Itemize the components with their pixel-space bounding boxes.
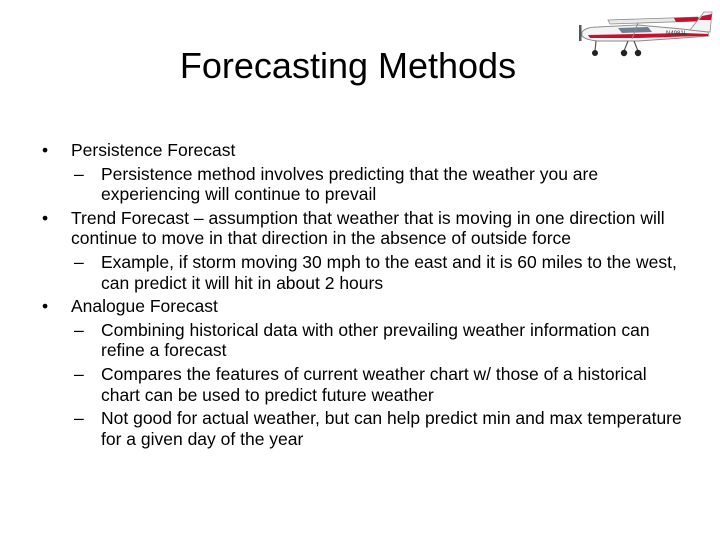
bullet-marker: • [42,140,49,160]
bullet-text: Analogue Forecast [71,296,218,317]
dash-marker: – [74,251,84,272]
slide-title: Forecasting Methods [179,45,517,86]
airplane-icon [578,8,716,60]
sub-bullet-item [0,320,686,361]
bullet-item-analogue [0,296,671,317]
sub-bullet-text: Example, if storm moving 30 mph to the east and it is 60 miles to the west, can predict it will hit in about 2 hours [101,251,677,293]
sub-bullet-item [0,364,686,405]
sub-bullet-item [0,408,686,449]
bullet-item-persistence [0,140,671,161]
sub-bullet-text: Not good for actual weather, but can help predict min and max temperature for a given day of the year [101,408,682,449]
sub-bullet-item [0,164,686,205]
bullet-list [0,140,720,452]
registration-text: N4981L [666,31,688,37]
dash-marker: – [74,319,84,340]
bullet-marker: • [42,207,49,228]
sub-bullet-item [0,252,686,293]
bullet-item-trend [0,208,671,249]
dash-marker: – [74,363,84,384]
bullet-text: Persistence Forecast [71,140,236,160]
sub-bullet-text: Compares the features of current weather chart w/ those of a historical chart can be used to predict future weather [101,363,647,405]
sub-bullet-text: Combining historical data with other prevailing weather information can refine a forecast [101,319,650,361]
bullet-text: Trend Forecast – assumption that weather that is moving in one direction will continue to move in that direction in the absence of outside force [71,207,665,249]
dash-marker: – [74,408,84,429]
dash-marker: – [74,163,84,184]
bullet-marker: • [42,296,49,317]
sub-bullet-text: Persistence method involves predicting that the weather you are experiencing will continue to prevail [101,163,599,205]
